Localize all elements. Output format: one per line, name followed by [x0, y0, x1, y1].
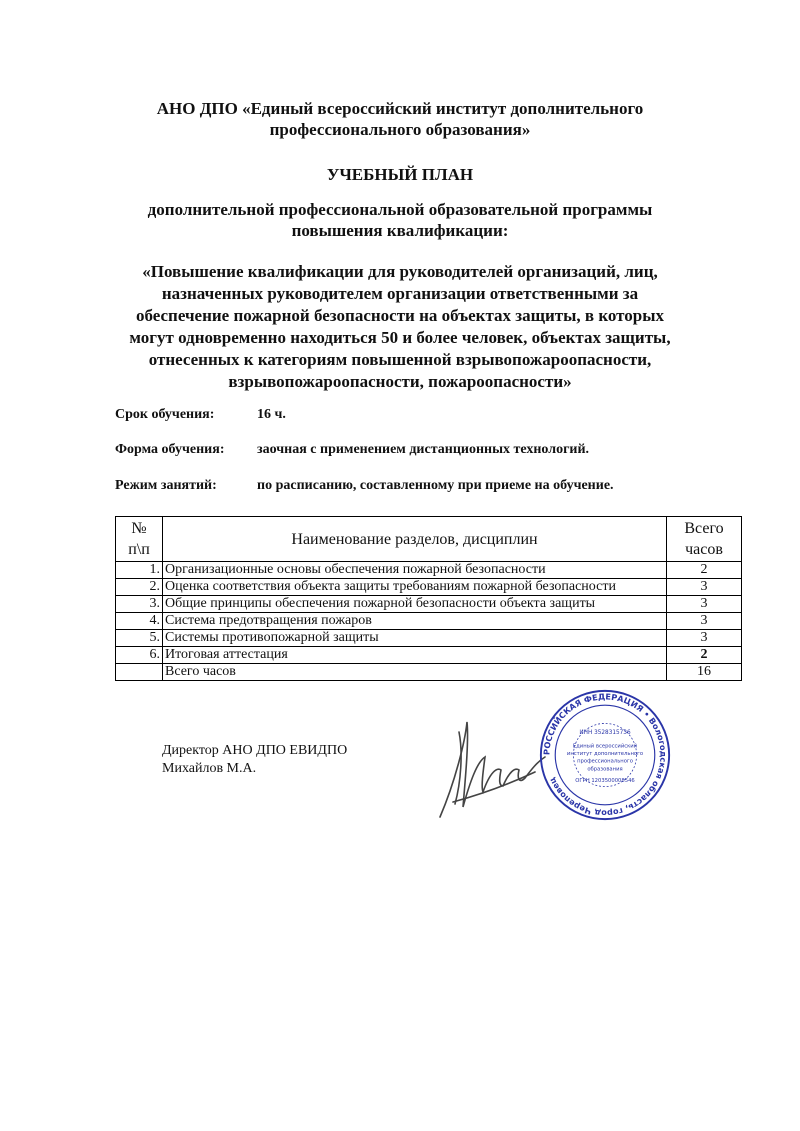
table-row: [116, 647, 742, 664]
table-header-row: [116, 517, 742, 562]
program-name: [80, 261, 720, 393]
official-seal: [538, 688, 672, 822]
row-name: Системы противопожарной защиты: [163, 630, 667, 647]
row-hours: 3: [667, 613, 742, 630]
header-num-line1: №: [131, 520, 147, 537]
form-value: заочная с применением дистанционных технологий.: [257, 442, 590, 457]
duration-label: Срок обучения:: [115, 407, 215, 422]
director-block: [162, 742, 347, 778]
svg-text:ОГРН 1203500008546: ОГРН 1203500008546: [575, 777, 635, 784]
director-position: Директор АНО ДПО ЕВИДПО: [162, 743, 348, 758]
stamp-outer-text: РОССИЙСКАЯ ФЕДЕРАЦИЯ • Вологодская область, город Череповец: [541, 691, 669, 819]
total-hours: 16: [667, 664, 742, 681]
program-line: могут одновременно находиться 50 и более человек, объектах защиты,: [129, 328, 671, 347]
program-line: отнесенных к категориям повышенной взрывопожароопасности,: [148, 350, 652, 369]
program-line: взрывопожароопасности, пожароопасности»: [228, 372, 572, 391]
program-line: обеспечение пожарной безопасности на объектах защиты, в которых: [135, 306, 665, 325]
svg-text:образования: образования: [587, 766, 623, 773]
total-num-empty: [116, 664, 163, 681]
row-name: Система предотвращения пожаров: [163, 613, 667, 630]
curriculum-table: [115, 516, 742, 681]
director-name: Михайлов М.А.: [162, 761, 257, 776]
table-row: [116, 596, 742, 613]
svg-text:ИНН 3528315736: ИНН 3528315736: [579, 729, 631, 736]
mode-label: Режим занятий:: [115, 478, 217, 493]
svg-text:профессионального: профессионального: [577, 758, 633, 765]
header-num: [116, 517, 163, 562]
duration-value: 16 ч.: [257, 407, 286, 422]
row-hours: 3: [667, 579, 742, 596]
table-row: [116, 630, 742, 647]
header-hours-line1: Всего: [684, 520, 724, 537]
row-hours: 2: [667, 562, 742, 579]
table-total-row: [116, 664, 742, 681]
row-hours: 3: [667, 630, 742, 647]
info-mode: [115, 478, 614, 494]
form-label: Форма обучения:: [115, 442, 225, 457]
svg-text:Единый всероссийский: Единый всероссийский: [572, 743, 638, 750]
info-duration: [115, 407, 286, 423]
row-hours: 3: [667, 596, 742, 613]
header-name: Наименование разделов, дисциплин: [163, 517, 667, 562]
row-num: 2.: [116, 579, 163, 596]
row-hours: 2: [667, 647, 742, 664]
row-num: 6.: [116, 647, 163, 664]
row-name: Оценка соответствия объекта защиты требованиям пожарной безопасности: [163, 579, 667, 596]
subtitle-line-2: повышения квалификации:: [291, 221, 509, 240]
row-num: 4.: [116, 613, 163, 630]
row-name: Организационные основы обеспечения пожарной безопасности: [163, 562, 667, 579]
row-num: 1.: [116, 562, 163, 579]
program-line: назначенных руководителем организации ответственными за: [161, 284, 639, 303]
table-row: [116, 562, 742, 579]
row-name: Общие принципы обеспечения пожарной безопасности объекта защиты: [163, 596, 667, 613]
table-row: [116, 579, 742, 596]
org-line-2: профессионального образования»: [269, 120, 531, 139]
handwritten-signature: [435, 712, 555, 832]
row-name: Итоговая аттестация: [163, 647, 667, 664]
org-line-1: АНО ДПО «Единый всероссийский институт дополнительного: [156, 99, 644, 118]
info-form: [115, 442, 589, 458]
header-hours-line2: часов: [685, 541, 723, 558]
table-row: [116, 613, 742, 630]
program-line: «Повышение квалификации для руководителей организаций, лиц,: [142, 262, 658, 281]
svg-text:институт дополнительного: институт дополнительного: [566, 751, 644, 757]
header-num-line2: п\п: [128, 541, 150, 558]
header-hours: [667, 517, 742, 562]
subtitle-line-1: дополнительной профессиональной образовательной программы: [147, 200, 653, 219]
document-subtitle: [60, 199, 740, 241]
row-num: 3.: [116, 596, 163, 613]
document-title: УЧЕБНЫЙ ПЛАН: [326, 165, 474, 184]
mode-value: по расписанию, составленному при приеме на обучение.: [257, 478, 614, 493]
organization-name: [60, 98, 740, 140]
total-label: Всего часов: [163, 664, 667, 681]
row-num: 5.: [116, 630, 163, 647]
